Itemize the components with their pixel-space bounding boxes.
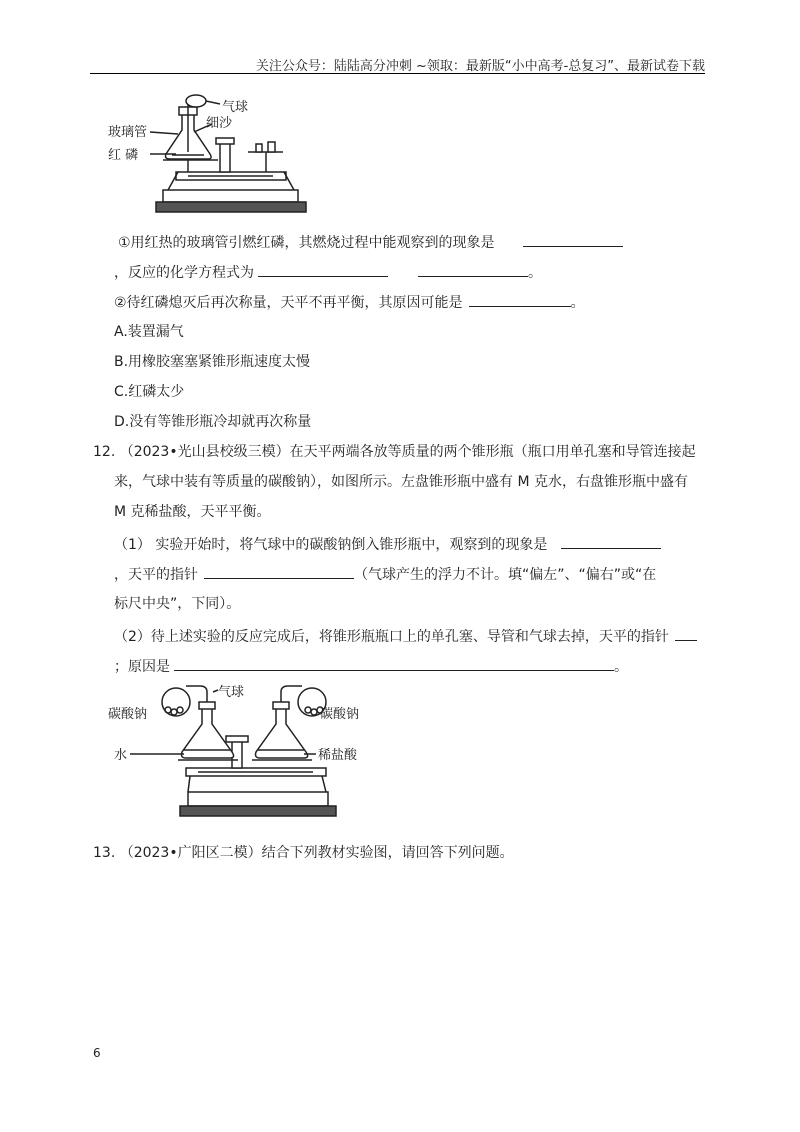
q12-part1-line1 bbox=[114, 534, 661, 555]
q11-part1-line2: ，反应的化学方程式为 。 bbox=[114, 262, 542, 283]
figure-2-balance bbox=[108, 680, 378, 822]
answer-blank bbox=[258, 262, 388, 277]
q12-part2-text: （2）待上述实验的反应完成后，将锥形瓶瓶口上的单孔塞、导管和气球去掉，天平的指针 bbox=[114, 629, 669, 645]
answer-blank bbox=[469, 292, 571, 307]
figure1-label-balloon: 气球 bbox=[222, 100, 249, 115]
q11-part1-text: ①用红热的玻璃管引燃红磷，其燃烧过程中能观察到的现象是 bbox=[118, 235, 495, 251]
q12-part1-line2: ，天平的指针 （气球产生的浮力不计。填“偏左”、“偏右”或“在 bbox=[114, 564, 656, 585]
q11-option-c: C.红磷太少 bbox=[114, 384, 185, 400]
figure-1-balance bbox=[108, 92, 308, 217]
page-header bbox=[90, 55, 705, 75]
figure2-label-balloon: 气球 bbox=[218, 685, 245, 700]
figure2-label-acid: 稀盐酸 bbox=[318, 748, 358, 763]
answer-blank bbox=[174, 656, 614, 671]
q12-part1-line3: 标尺中央”，下同）。 bbox=[114, 596, 241, 612]
q11-part2: ②待红磷熄灭后再次称量，天平不再平衡，其原因可能是 。 bbox=[114, 292, 585, 313]
q11-part1-line1 bbox=[118, 232, 623, 253]
page-number: 6 bbox=[93, 1046, 101, 1060]
figure2-label-water: 水 bbox=[114, 748, 128, 763]
q12-pointer-label: ，天平的指针 bbox=[114, 567, 198, 583]
q12-reason-label: ；原因是 bbox=[114, 659, 170, 675]
figure1-label-glass-tube: 玻璃管 bbox=[108, 125, 148, 140]
q12-stem-line1: 12. （2023•光山县校级三模）在天平两端各放等质量的两个锥形瓶（瓶口用单孔塞和导管连接起 bbox=[93, 444, 696, 460]
answer-blank bbox=[204, 564, 354, 579]
q11-option-d: D.没有等锥形瓶冷却就再次称量 bbox=[114, 414, 312, 430]
figure1-label-red-phosphorus: 红 磷 bbox=[108, 148, 139, 163]
q11-part2-text: ②待红磷熄灭后再次称量，天平不再平衡，其原因可能是 bbox=[114, 295, 463, 311]
answer-blank bbox=[523, 232, 623, 247]
q12-part2-line2: ；原因是 。 bbox=[114, 656, 628, 677]
q11-option-b: B.用橡胶塞塞紧锥形瓶速度太慢 bbox=[114, 354, 311, 370]
header-rule bbox=[90, 73, 705, 74]
q13-stem: 13. （2023•广阳区二模）结合下列教材实验图，请回答下列问题。 bbox=[93, 845, 514, 861]
q11-option-a: A.装置漏气 bbox=[114, 324, 184, 340]
answer-blank bbox=[418, 262, 528, 277]
q12-part1-text: （1） 实验开始时，将气球中的碳酸钠倒入锥形瓶中，观察到的现象是 bbox=[114, 537, 548, 553]
figure2-label-soda-left: 碳酸钠 bbox=[108, 707, 148, 722]
answer-blank bbox=[561, 534, 661, 549]
figure2-label-soda-right: 碳酸钠 bbox=[320, 707, 360, 722]
q11-part1-equation-label: ，反应的化学方程式为 bbox=[114, 265, 254, 281]
q12-stem-line2: 来，气球中装有等质量的碳酸钠），如图所示。左盘锥形瓶中盛有 M 克水，右盘锥形瓶中盛有 bbox=[114, 474, 688, 490]
q12-part2-line1 bbox=[114, 626, 697, 647]
answer-blank bbox=[675, 626, 697, 641]
header-text: 关注公众号：陆陆高分冲刺 ~领取：最新版“小中高考-总复习”、最新试卷下载 bbox=[255, 59, 705, 74]
figure1-label-sand: 细沙 bbox=[206, 116, 233, 131]
q12-stem-line3: M 克稀盐酸，天平平衡。 bbox=[114, 504, 271, 520]
